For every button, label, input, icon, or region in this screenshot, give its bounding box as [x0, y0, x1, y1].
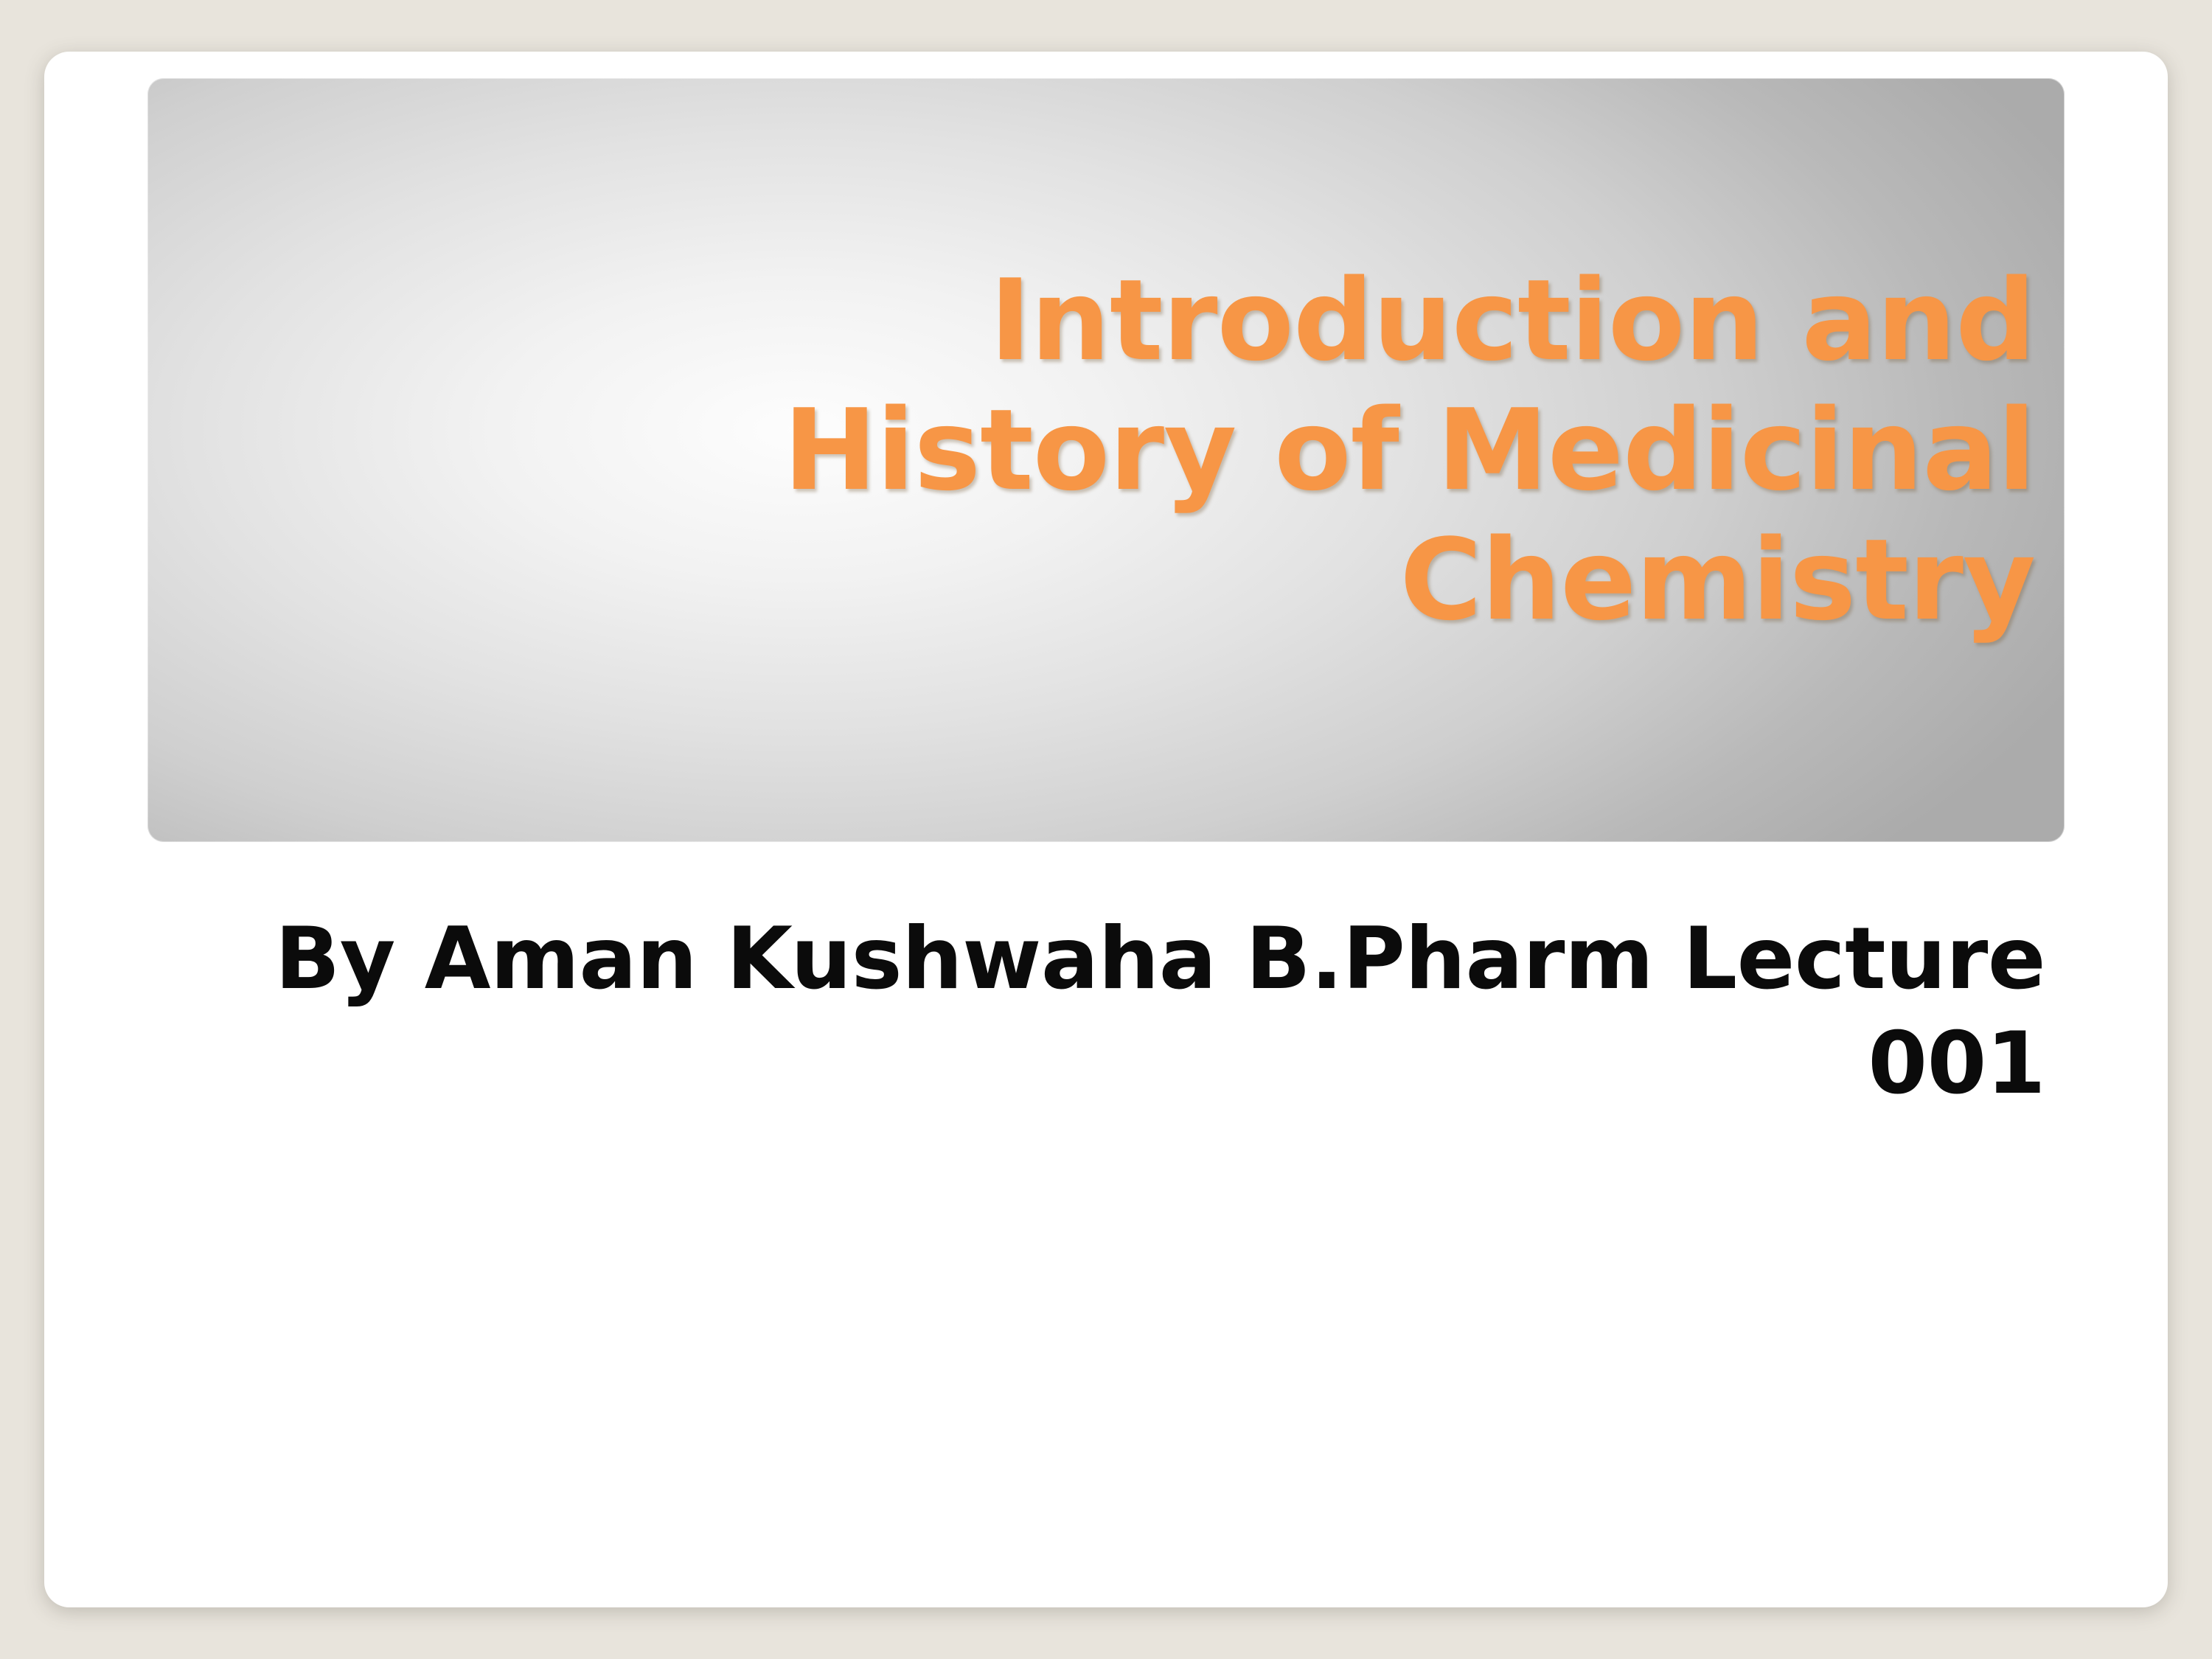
- title-placeholder[interactable]: [147, 78, 2065, 842]
- slide: [44, 52, 2168, 1607]
- subtitle-placeholder[interactable]: [147, 907, 2065, 1116]
- slide-title: Introduction and History of Medicinal Chemistry: [783, 254, 2035, 646]
- slide-subtitle: By Aman Kushwaha B.Pharm Lecture 001: [274, 909, 2045, 1113]
